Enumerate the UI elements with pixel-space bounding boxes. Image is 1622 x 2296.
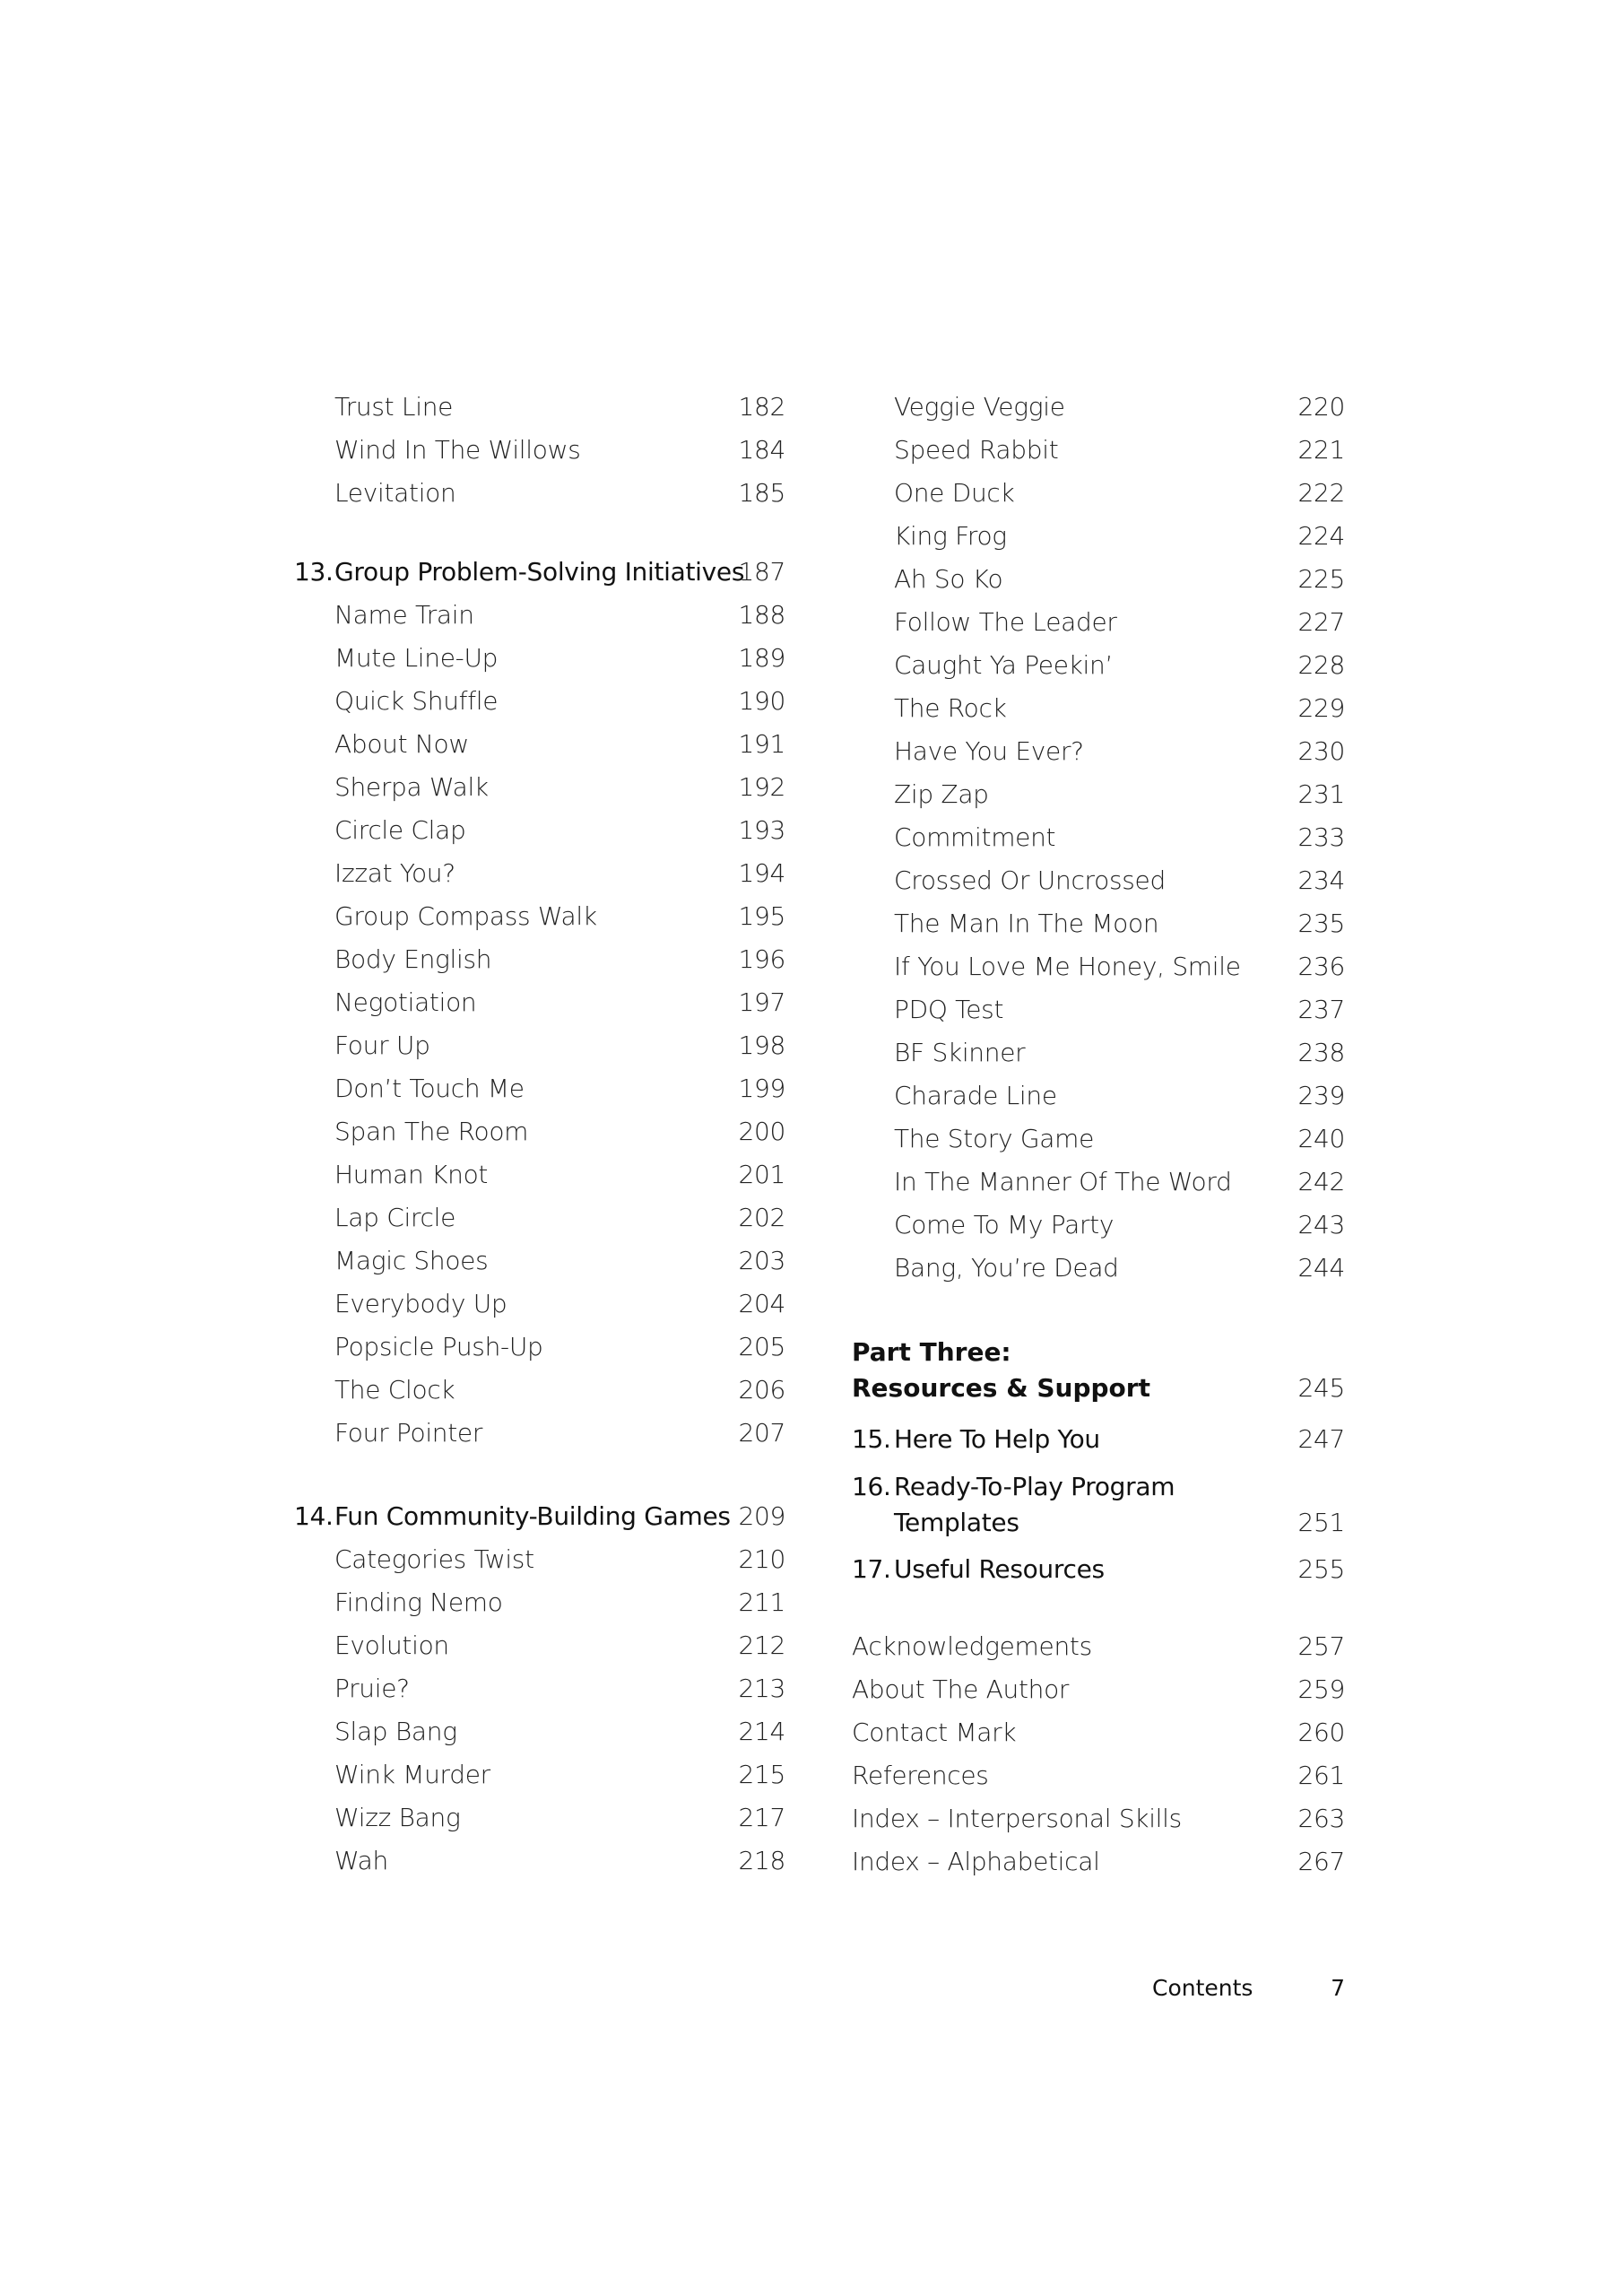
entry-title: Wizz Bang <box>334 1803 461 1832</box>
toc-entry[interactable] <box>0 1121 1622 1157</box>
entry-title: Part Three: <box>852 1337 1011 1367</box>
page-number: 213 <box>738 1674 785 1703</box>
toc-entry[interactable] <box>0 1078 1622 1114</box>
entry-title: PDQ Test <box>894 995 1004 1024</box>
entry-title: If You Love Me Honey, Smile <box>894 952 1241 981</box>
entry-title: Acknowledgements <box>852 1631 1092 1661</box>
page-number: 220 <box>1297 392 1345 422</box>
entry-title: Contact Mark <box>852 1718 1017 1747</box>
toc-entry[interactable] <box>0 820 1622 856</box>
page-number: 198 <box>738 1031 785 1060</box>
entry-title: BF Skinner <box>894 1038 1026 1067</box>
chapter-number: 16. <box>852 1472 891 1501</box>
entry-title: Useful Resources <box>894 1554 1105 1584</box>
page-number: 257 <box>1297 1631 1345 1661</box>
toc-entry[interactable] <box>0 734 1622 770</box>
page-number: 247 <box>1297 1424 1345 1454</box>
page-number: 199 <box>738 1074 785 1103</box>
toc-entry[interactable] <box>0 777 1622 813</box>
page-number: 205 <box>738 1332 785 1361</box>
page-number: 235 <box>1297 909 1345 938</box>
entry-title: Speed Rabbit <box>894 435 1059 465</box>
page-number: 230 <box>1297 736 1345 766</box>
page-number: 244 <box>1297 1253 1345 1283</box>
entry-title: Wink Murder <box>334 1760 490 1789</box>
entry-title: Follow The Leader <box>894 607 1117 637</box>
entry-title: Pruie? <box>334 1674 410 1703</box>
toc-entry[interactable] <box>0 648 1622 683</box>
page-number: 236 <box>1297 952 1345 981</box>
entry-title: Circle Clap <box>334 815 466 845</box>
page-number: 239 <box>1297 1081 1345 1110</box>
entry-title: Ready-To-Play Program <box>894 1472 1175 1501</box>
page-number: 195 <box>738 901 785 931</box>
page-number: 218 <box>738 1846 785 1875</box>
page-number: 206 <box>738 1375 785 1405</box>
footer-section-label: Contents <box>1152 1975 1253 2001</box>
entry-title: Group Compass Walk <box>334 901 597 931</box>
chapter-number: 15. <box>852 1424 891 1454</box>
page-number: 202 <box>738 1203 785 1232</box>
toc-entry[interactable] <box>0 518 1622 554</box>
page-number: 243 <box>1297 1210 1345 1239</box>
entry-title: Veggie Veggie <box>894 392 1065 422</box>
page-number: 212 <box>738 1631 785 1660</box>
page-number: 229 <box>1297 693 1345 723</box>
entry-title: About Now <box>334 729 469 759</box>
page-number: 267 <box>1297 1847 1345 1876</box>
entry-title: Body English <box>334 944 492 974</box>
entry-title: Index – Alphabetical <box>852 1847 1100 1876</box>
page-number: 221 <box>1297 435 1345 465</box>
entry-title: Popsicle Push-Up <box>334 1332 543 1361</box>
entry-title: The Story Game <box>894 1124 1094 1153</box>
page-number: 261 <box>1297 1761 1345 1790</box>
toc-entry[interactable] <box>0 1250 1622 1286</box>
page-number: 245 <box>1297 1373 1345 1403</box>
entry-title: Here To Help You <box>894 1424 1100 1454</box>
page-number: 215 <box>738 1760 785 1789</box>
entry-title: Trust Line <box>334 392 454 422</box>
toc-entry[interactable] <box>0 992 1622 1028</box>
entry-title: The Man In The Moon <box>894 909 1159 938</box>
page-number: 233 <box>1297 822 1345 852</box>
entry-title: Have You Ever? <box>894 736 1084 766</box>
page-number: 185 <box>738 478 785 508</box>
page-number: 191 <box>738 729 785 759</box>
entry-title: Commitment <box>894 822 1056 852</box>
footer-page-number: 7 <box>1331 1975 1345 2001</box>
entry-title: Fun Community-Building Games <box>334 1501 731 1531</box>
page-number: 214 <box>738 1717 785 1746</box>
page-number: 203 <box>738 1246 785 1275</box>
entry-title: Wah <box>334 1846 388 1875</box>
entry-title: Categories Twist <box>334 1544 534 1574</box>
toc-entry[interactable] <box>0 691 1622 726</box>
page-number: 190 <box>738 686 785 716</box>
entry-title: The Rock <box>894 693 1007 723</box>
toc-entry[interactable] <box>0 475 1622 511</box>
entry-title: The Clock <box>334 1375 455 1405</box>
entry-title: Templates <box>894 1508 1019 1537</box>
entry-title: Come To My Party <box>894 1210 1115 1239</box>
toc-entry[interactable] <box>0 1207 1622 1243</box>
entry-title: Izzat You? <box>334 858 455 888</box>
page-number: 189 <box>738 643 785 673</box>
entry-title: Slap Bang <box>334 1717 457 1746</box>
entry-title: Group Problem-Solving Initiatives <box>334 557 745 587</box>
chapter-16-heading-cont[interactable] <box>0 1505 1622 1541</box>
entry-title: Span The Room <box>334 1117 529 1146</box>
entry-title: Human Knot <box>334 1160 489 1189</box>
part-three-heading[interactable] <box>0 1335 1622 1370</box>
chapter-17-heading[interactable] <box>0 1552 1622 1587</box>
page-number: 188 <box>738 600 785 630</box>
toc-entry[interactable] <box>0 1035 1622 1071</box>
page-number: 260 <box>1297 1718 1345 1747</box>
toc-entry[interactable] <box>0 1286 1622 1322</box>
back-matter-entry[interactable] <box>0 1672 1622 1708</box>
entry-title: Don’t Touch Me <box>334 1074 525 1103</box>
page-number: 242 <box>1297 1167 1345 1196</box>
toc-entry[interactable] <box>0 863 1622 899</box>
page-number: 251 <box>1297 1508 1345 1537</box>
page-number: 210 <box>738 1544 785 1574</box>
entry-title: In The Manner Of The Word <box>894 1167 1232 1196</box>
page-number: 263 <box>1297 1804 1345 1833</box>
entry-title: Sherpa Walk <box>334 772 489 802</box>
back-matter-entry[interactable] <box>0 1758 1622 1794</box>
entry-title: Caught Ya Peekin’ <box>894 650 1114 680</box>
chapter-number: 14. <box>294 1501 334 1531</box>
entry-title: About The Author <box>852 1674 1070 1704</box>
page-number: 225 <box>1297 564 1345 594</box>
page-number: 209 <box>738 1501 785 1531</box>
page-number: 207 <box>738 1418 785 1448</box>
page-number: 201 <box>738 1160 785 1189</box>
entry-title: Zip Zap <box>894 779 989 809</box>
chapter-number: 13. <box>294 557 334 587</box>
part-three-subheading[interactable] <box>0 1370 1622 1406</box>
entry-title: Finding Nemo <box>334 1587 503 1617</box>
chapter-16-heading[interactable] <box>0 1469 1622 1505</box>
entry-title: Charade Line <box>894 1081 1057 1110</box>
entry-title: Wind In The Willows <box>334 435 581 465</box>
page-number: 197 <box>738 987 785 1017</box>
entry-title: Lap Circle <box>334 1203 456 1232</box>
chapter-number: 17. <box>852 1554 891 1584</box>
page-number: 200 <box>738 1117 785 1146</box>
page-number: 224 <box>1297 521 1345 551</box>
entry-title: Everybody Up <box>334 1289 507 1318</box>
page-number: 182 <box>738 392 785 422</box>
page-number: 227 <box>1297 607 1345 637</box>
entry-title: Bang, You’re Dead <box>894 1253 1119 1283</box>
entry-title: Levitation <box>334 478 456 508</box>
entry-title: Crossed Or Uncrossed <box>894 865 1166 895</box>
page-number: 217 <box>738 1803 785 1832</box>
entry-title: References <box>852 1761 989 1790</box>
toc-entry[interactable] <box>0 1164 1622 1200</box>
entry-title: King Frog <box>894 521 1007 551</box>
page-number: 231 <box>1297 779 1345 809</box>
page-number: 237 <box>1297 995 1345 1024</box>
toc-entry[interactable] <box>0 432 1622 468</box>
entry-title: Magic Shoes <box>334 1246 489 1275</box>
page-number: 192 <box>738 772 785 802</box>
back-matter-entry[interactable] <box>0 1629 1622 1665</box>
page-number: 196 <box>738 944 785 974</box>
entry-title: Evolution <box>334 1631 449 1660</box>
page-number: 187 <box>738 557 785 587</box>
entry-title: Quick Shuffle <box>334 686 499 716</box>
page-number: 240 <box>1297 1124 1345 1153</box>
entry-title: Mute Line-Up <box>334 643 499 673</box>
entry-title: Four Up <box>334 1031 430 1060</box>
page-number: 234 <box>1297 865 1345 895</box>
page-number: 238 <box>1297 1038 1345 1067</box>
toc-entry[interactable] <box>0 949 1622 985</box>
entry-title: Ah So Ko <box>894 564 1003 594</box>
toc-entry[interactable] <box>0 906 1622 942</box>
page-number: 259 <box>1297 1674 1345 1704</box>
back-matter-entry[interactable] <box>0 1844 1622 1880</box>
page-number: 222 <box>1297 478 1345 508</box>
entry-title: Index – Interpersonal Skills <box>852 1804 1182 1833</box>
back-matter-entry[interactable] <box>0 1715 1622 1751</box>
page-number: 255 <box>1297 1554 1345 1584</box>
page-number: 184 <box>738 435 785 465</box>
back-matter-entry[interactable] <box>0 1801 1622 1837</box>
page-number: 211 <box>738 1587 785 1617</box>
entry-title: Negotiation <box>334 987 477 1017</box>
toc-entry[interactable] <box>0 1585 1622 1621</box>
entry-title: Four Pointer <box>334 1418 483 1448</box>
entry-title: Resources & Support <box>852 1373 1150 1403</box>
entry-title: One Duck <box>894 478 1015 508</box>
entry-title: Name Train <box>334 600 474 630</box>
page-number: 194 <box>738 858 785 888</box>
page-number: 228 <box>1297 650 1345 680</box>
toc-entry[interactable] <box>0 604 1622 640</box>
toc-entry[interactable] <box>0 389 1622 425</box>
page-number: 193 <box>738 815 785 845</box>
page-number: 204 <box>738 1289 785 1318</box>
chapter-15-heading[interactable] <box>0 1422 1622 1457</box>
toc-entry[interactable] <box>0 561 1622 597</box>
